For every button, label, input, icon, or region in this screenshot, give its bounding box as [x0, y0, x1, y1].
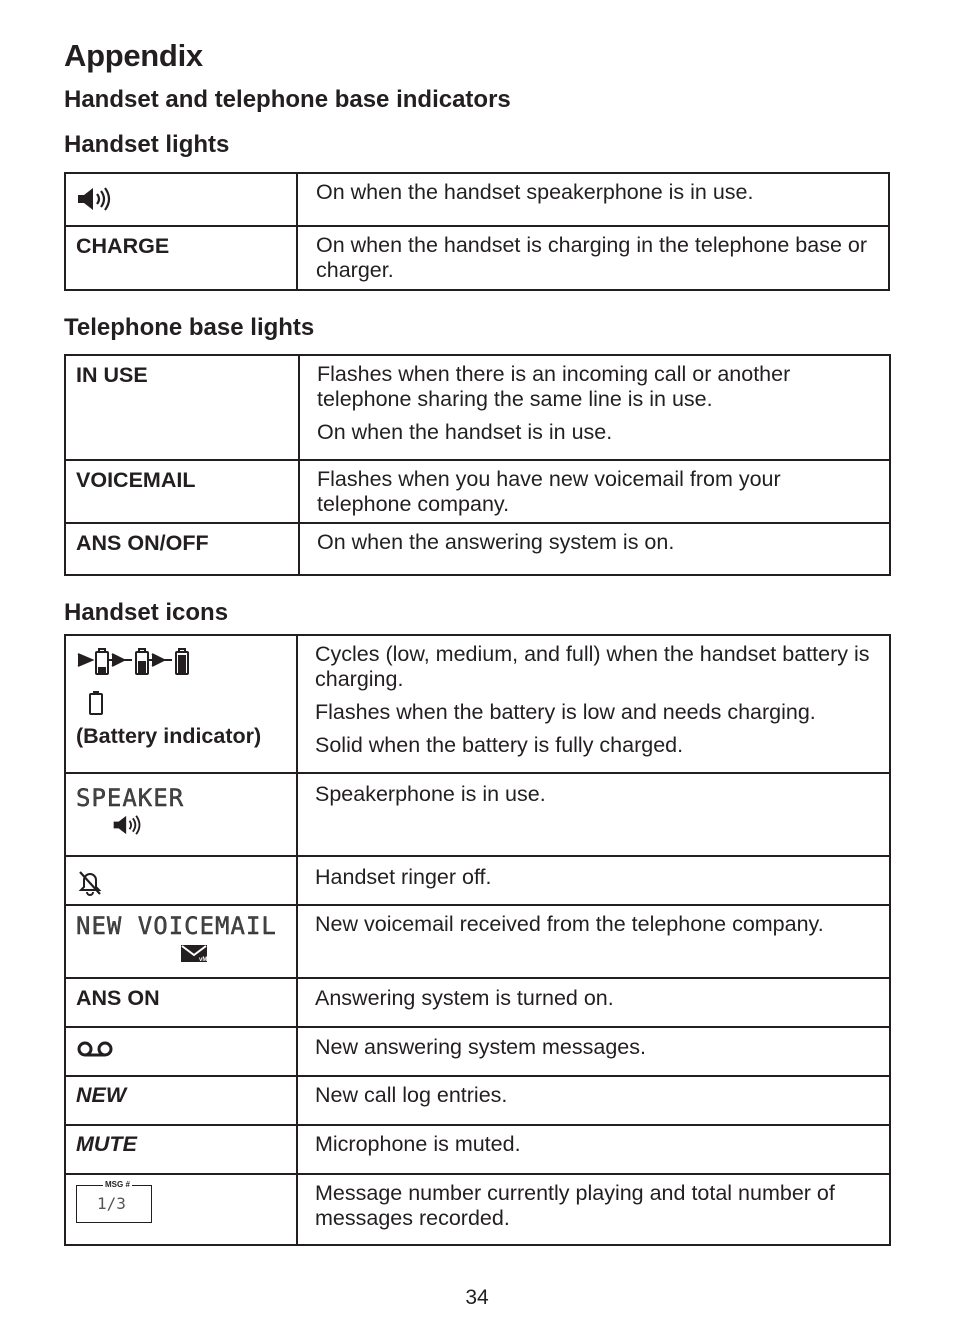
- label: (Battery indicator): [76, 724, 262, 748]
- section-subtitle: Handset and telephone base indicators: [64, 86, 511, 113]
- base-lights-table: [64, 354, 891, 576]
- table-row: [65, 460, 890, 523]
- table-row: [65, 173, 889, 226]
- svg-text:vM: vM: [199, 957, 208, 963]
- answering-tape-icon: [76, 1040, 114, 1060]
- table-row: [65, 905, 890, 978]
- table-row: [65, 773, 890, 856]
- description: Answering system is turned on.: [297, 978, 890, 1027]
- description: New call log entries.: [297, 1076, 890, 1125]
- description: On when the handset speakerphone is in use.: [297, 173, 889, 226]
- label: CHARGE: [65, 226, 297, 290]
- handset-lights-table: [64, 172, 890, 291]
- page-title: Appendix: [64, 38, 203, 73]
- description: Message number currently playing and total number of messages recorded.: [297, 1174, 890, 1245]
- table-row: [65, 1027, 890, 1076]
- msg-label: MSG #: [105, 1180, 130, 1189]
- page-number: 34: [465, 1286, 489, 1309]
- description: Flashes when there is an incoming call or another telephone sharing the same line is in use.: [317, 362, 791, 411]
- table-row: [65, 1076, 890, 1125]
- description: Flashes when the battery is low and needs charging.: [315, 700, 816, 724]
- label: MUTE: [65, 1125, 297, 1174]
- description: On when the answering system is on.: [299, 523, 890, 575]
- handset-lights-heading: Handset lights: [64, 131, 230, 158]
- description: Cycles (low, medium, and full) when the handset battery is charging.: [315, 642, 870, 691]
- label: VOICEMAIL: [65, 460, 299, 523]
- lcd-text: NEW VOICEMAIL: [76, 912, 277, 940]
- description: New voicemail received from the telephone company.: [297, 905, 890, 978]
- battery-empty-icon: [88, 690, 286, 716]
- table-row: [65, 635, 890, 773]
- battery-cycle-icon: [76, 646, 286, 676]
- voicemail-envelope-icon: [180, 943, 286, 963]
- ringer-off-icon: [76, 868, 104, 896]
- msg-value: 1/3: [97, 1194, 126, 1213]
- speakerphone-icon: [76, 185, 112, 213]
- description: Flashes when you have new voicemail from your telephone company.: [299, 460, 890, 523]
- table-row: [65, 523, 890, 575]
- table-row: [65, 226, 889, 290]
- handset-icons-table: [64, 634, 891, 1246]
- label: NEW: [65, 1076, 297, 1125]
- label: ANS ON/OFF: [65, 523, 299, 575]
- lcd-text: SPEAKER: [76, 784, 185, 812]
- base-lights-heading: Telephone base lights: [64, 314, 315, 341]
- description: Speakerphone is in use.: [297, 773, 890, 856]
- table-row: [65, 1125, 890, 1174]
- label: IN USE: [65, 355, 299, 460]
- table-row: [65, 978, 890, 1027]
- description: Solid when the battery is fully charged.: [315, 733, 684, 757]
- description: Handset ringer off.: [297, 856, 890, 905]
- table-row: [65, 856, 890, 905]
- label: ANS ON: [65, 978, 297, 1027]
- description: On when the handset is in use.: [317, 420, 613, 444]
- table-row: [65, 1174, 890, 1245]
- speakerphone-icon: [112, 813, 286, 837]
- handset-icons-heading: Handset icons: [64, 599, 229, 626]
- message-counter-icon: [76, 1180, 152, 1223]
- description: On when the handset is charging in the telephone base or charger.: [297, 226, 889, 290]
- description: New answering system messages.: [297, 1027, 890, 1076]
- table-row: [65, 355, 890, 460]
- description: Microphone is muted.: [297, 1125, 890, 1174]
